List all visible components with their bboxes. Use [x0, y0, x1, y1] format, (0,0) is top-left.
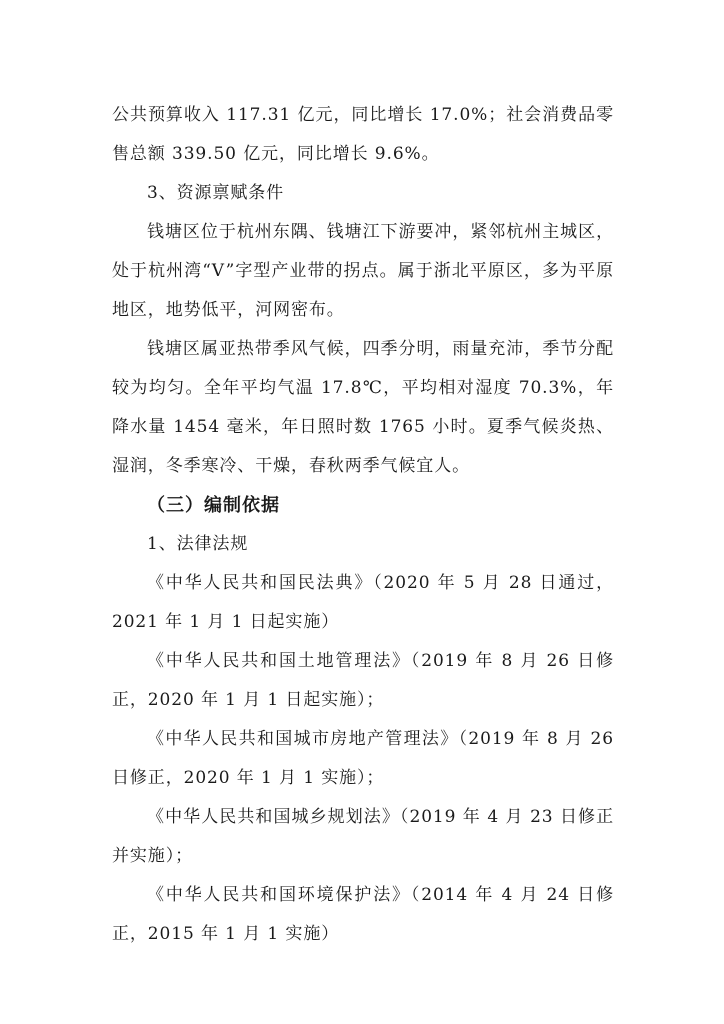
law-item-environmental-protection: 《中华人民共和国环境保护法》（2014 年 4 月 24 日修正，2015 年 1 月 1 实施） [112, 885, 614, 944]
paragraph-location: 钱塘区位于杭州东隅、钱塘江下游要冲，紧邻杭州主城区，处于杭州湾“V”字型产业带的拐点。属于浙北平原区，多为平原地区，地势低平，河网密布。 [112, 222, 614, 320]
subheading-resource-endowment: 3、资源禀赋条件 [147, 183, 285, 203]
section-heading-basis: （三）编制依据 [147, 495, 280, 516]
subheading-laws: 1、法律法规 [147, 534, 249, 554]
law-item-urban-rural-planning: 《中华人民共和国城乡规划法》（2019 年 4 月 23 日修正并实施）； [112, 807, 614, 866]
law-item-civil-code: 《中华人民共和国民法典》（2020 年 5 月 28 日通过，2021 年 1 月 1 日起实施） [112, 573, 614, 632]
paragraph-climate: 钱塘区属亚热带季风气候，四季分明，雨量充沛，季节分配较为均匀。全年平均气温 17.8℃，平均相对湿度 70.3%，年降水量 1454 毫米，年日照时数 1765 小时。夏季气候炎热、湿润，冬季寒冷、干燥，春秋两季气候宜人。 [112, 339, 614, 476]
document-body [112, 96, 614, 954]
law-item-land-management: 《中华人民共和国土地管理法》（2019 年 8 月 26 日修正，2020 年 1 月 1 日起实施）； [112, 651, 614, 710]
paragraph-fiscal-continuation: 公共预算收入 117.31 亿元，同比增长 17.0%；社会消费品零售总额 339.50 亿元，同比增长 9.6%。 [112, 105, 614, 164]
law-item-urban-real-estate: 《中华人民共和国城市房地产管理法》（2019 年 8 月 26 日修正，2020 年 1 月 1 实施）； [112, 729, 614, 788]
